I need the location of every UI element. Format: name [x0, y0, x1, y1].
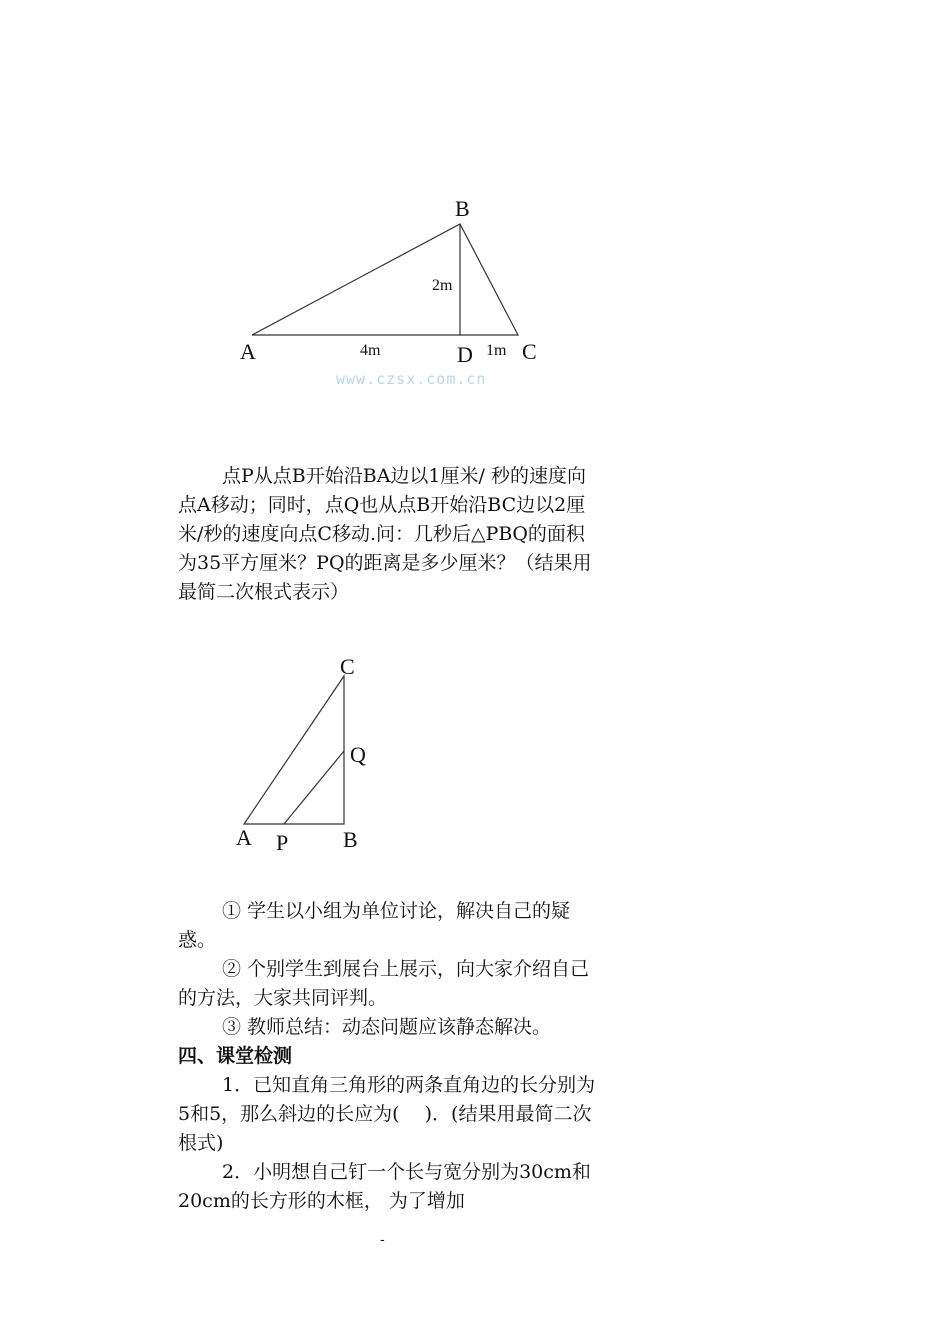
- step-2: ② 个别学生到展台上展示，向大家介绍自己的方法，大家共同评判。: [178, 958, 590, 1009]
- segment-pq: [284, 751, 344, 824]
- page-footer-mark: -: [380, 1232, 385, 1248]
- point-p-label: P: [276, 830, 289, 855]
- problem-text: 点P从点B开始沿BA边以1厘米/ 秒的速度向点A移动；同时，点Q也从点B开始沿BC边以2厘米/秒的速度向点C移动.问：几秒后△PBQ的面积为35平方厘米？PQ的距离是多少厘米？（结果用最简二次根式表示）: [178, 465, 592, 603]
- question-2: 2．小明想自己钉一个长与宽分别为30cm和20cm的长方形的木框， 为了增加: [178, 1161, 591, 1212]
- section-heading: 四、课堂检测: [178, 1045, 293, 1067]
- watermark-text: www.czsx.com.cn: [336, 370, 487, 388]
- vertex-a2-label: A: [236, 825, 252, 850]
- vertex-b2-label: B: [343, 827, 358, 852]
- dc-dim-label: 1m: [486, 342, 507, 359]
- ad-dim-label: 4m: [360, 342, 381, 359]
- point-q-label: Q: [350, 742, 366, 767]
- vertex-c2-label: C: [340, 654, 355, 679]
- triangle-abc-right: [244, 676, 344, 824]
- lesson-steps: [178, 897, 598, 1216]
- problem-paragraph: [178, 462, 598, 607]
- vertex-c-label: C: [522, 339, 537, 364]
- triangle-abc: [252, 224, 518, 335]
- vertex-a-label: A: [240, 339, 256, 364]
- vertex-b-label: B: [455, 196, 470, 221]
- triangle-pbq-figure: [0, 640, 950, 870]
- height-dim-label: 2m: [432, 277, 453, 294]
- question-1: 1．已知直角三角形的两条直角边的长分别为5和5，那么斜边的长应为( )．(结果用最简二次根式): [178, 1074, 596, 1154]
- step-3: ③ 教师总结：动态问题应该静态解决。: [222, 1016, 552, 1038]
- triangle-abc-figure: [0, 0, 950, 420]
- step-1: ① 学生以小组为单位讨论，解决自己的疑惑。: [178, 900, 571, 951]
- point-d-label: D: [457, 342, 473, 367]
